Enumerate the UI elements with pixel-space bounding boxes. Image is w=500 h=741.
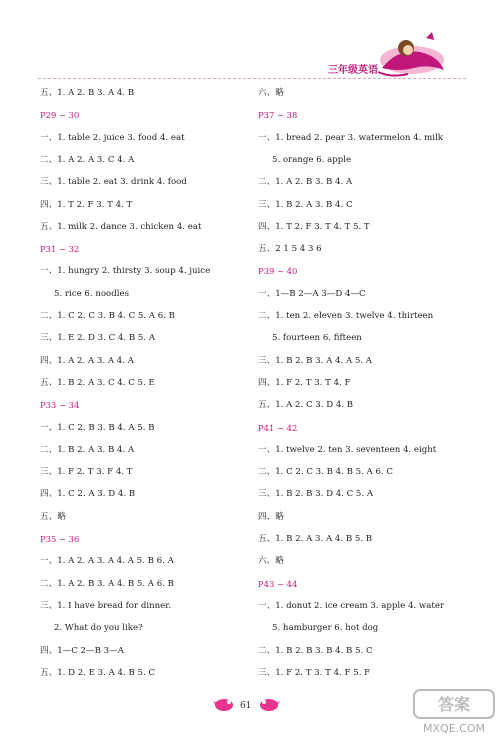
answer-line: 5. orange 6. apple [272, 154, 352, 165]
page-range-heading: P33 ~ 34 [40, 400, 80, 411]
answer-line: 三、1. table 2. eat 3. drink 4. food [40, 177, 187, 188]
answer-line: 三、1. B 2. B 3. A 4. A 5. A [258, 355, 373, 366]
answer-line: 5. rice 6. noodles [54, 288, 129, 299]
page-range-heading: P31 ~ 32 [40, 244, 80, 255]
bird-icon [258, 696, 280, 712]
page-range-heading: P37 ~ 38 [258, 110, 298, 121]
answer-line: 五、略 [40, 511, 66, 522]
answer-line: 五、1. A 2. B 3. A 4. B [40, 88, 135, 98]
answer-line: 三、1. B 2. B 3. D 4. C 5. A [258, 489, 374, 500]
answer-line: 二、1. A 2. B 3. A 4. B 5. A 6. B [40, 578, 174, 589]
answer-line: 一、1. donut 2. ice cream 3. apple 4. water [258, 600, 445, 611]
answer-line: 四、1. T 2. F 3. T 4. T 5. T [258, 221, 370, 232]
svg-text:答案: 答案 [437, 695, 471, 714]
page-range-heading: P39 ~ 40 [258, 266, 298, 277]
answer-line: 二、1. ten 2. eleven 3. twelve 4. thirteen [258, 311, 434, 321]
page-range-heading: P29 ~ 30 [40, 110, 80, 121]
answer-line: 四、1—C 2—B 3—A [40, 645, 124, 656]
answer-line: 五、1. milk 2. dance 3. chicken 4. eat [40, 221, 202, 232]
answer-line: 五、1. D 2. E 3. A 4. B 5. C [40, 667, 156, 678]
header-decoration-icon [368, 30, 448, 82]
answer-line: 一、1. A 2. A 3. A 4. A 5. B 6. A [40, 556, 174, 567]
answer-line: 四、1. C 2. A 3. D 4. B [40, 489, 136, 500]
answer-line: 一、1—B 2—A 3—D 4—C [258, 288, 366, 299]
answer-line: 三、1. B 2. A 3. B 4. C [258, 199, 353, 210]
answer-line: 2. What do you like? [54, 623, 143, 634]
page-number: 61 [240, 701, 252, 711]
answer-line: 五、1. B 2. A 3. A 4. B 5. B [258, 534, 373, 544]
answer-line: 四、1. T 2. F 3. T 4. T [40, 199, 133, 210]
answer-line: 一、1. C 2. B 3. B 4. A 5. B [40, 422, 155, 433]
page-range-heading: P35 ~ 36 [40, 534, 80, 544]
watermark-logo [412, 686, 496, 738]
answer-line: 四、略 [258, 511, 284, 522]
svg-text:MXQE.COM: MXQE.COM [423, 722, 485, 735]
answer-line: 四、1. F 2. T 3. T 4. F [258, 377, 351, 388]
answer-line: 一、1. bread 2. pear 3. watermelon 4. milk [258, 132, 443, 143]
answer-line: 五、2 1 5 4 3 6 [258, 244, 322, 255]
answer-line: 二、1. B 2. A 3. B 4. A [40, 444, 135, 455]
answer-line: 三、1. E 2. D 3. C 4. B 5. A [40, 333, 156, 344]
answer-line: 一、1. twelve 2. ten 3. seventeen 4. eight [258, 444, 437, 455]
answer-line: 二、1. C 2. C 3. B 4. C 5. A 6. B [40, 311, 175, 321]
answer-line: 二、1. B 2. B 3. B 4. B 5. C [258, 645, 373, 656]
answer-line: 二、1. A 2. A 3. C 4. A [40, 154, 135, 165]
answer-line: 二、1. C 2. C 3. B 4. B 5. A 6. C [258, 467, 393, 478]
answer-line: 5. fourteen 6. fifteen [272, 333, 362, 344]
answer-line: 5. hamburger 6. hot dog [272, 623, 379, 634]
answer-line: 三、1. F 2. T 3. F 4. T [40, 467, 133, 478]
bird-icon [213, 696, 235, 712]
answer-line: 一、1. table 2. juice 3. food 4. eat [40, 132, 185, 143]
answer-line: 五、1. B 2. A 3. C 4. C 5. E [40, 377, 155, 388]
answer-line: 三、1. F 2. T 3. T 4. F 5. F [258, 667, 371, 678]
answer-line: 六、略 [258, 556, 284, 567]
page-range-heading: P43 ~ 44 [258, 578, 298, 589]
answer-line: 一、1. hungry 2. thirsty 3. soup 4. juice [40, 266, 211, 277]
answer-line: 五、1. A 2. C 3. D 4. B [258, 400, 354, 411]
answer-line: 六、略 [258, 88, 284, 98]
answer-line: 三、1. I have bread for dinner. [40, 600, 172, 611]
header-title: 三年级英语 [328, 65, 378, 76]
answer-line: 二、1. A 2. B 3. B 4. A [258, 177, 353, 188]
page-range-heading: P41 ~ 42 [258, 422, 298, 433]
answer-line: 四、1. A 2. A 3. A 4. A [40, 355, 134, 366]
header-divider [38, 78, 466, 79]
